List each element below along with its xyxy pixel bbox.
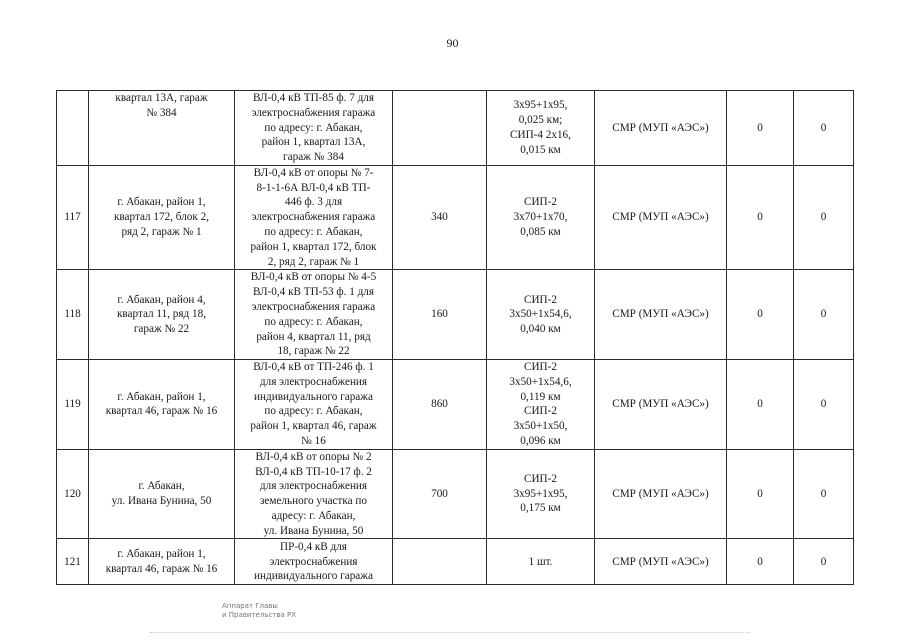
- row-work-type: СМР (МУП «АЭС»): [595, 449, 727, 539]
- row-length: [393, 539, 487, 585]
- row-work-type: СМР (МУП «АЭС»): [595, 270, 727, 360]
- row-cable: СИП-2 3х95+1х95, 0,175 км: [487, 449, 595, 539]
- row-number: 118: [57, 270, 89, 360]
- row-address: г. Абакан, ул. Ивана Бунина, 50: [89, 449, 235, 539]
- row-value-2: 0: [794, 91, 854, 166]
- row-object: ВЛ-0,4 кВ ТП-85 ф. 7 для электроснабжения гаража по адресу: г. Абакан, район 1, квартал 13А, гараж № 384: [235, 91, 393, 166]
- row-value-2: 0: [794, 449, 854, 539]
- table-row: [57, 91, 854, 166]
- stamp-line-1: Аппарат Главы: [222, 602, 278, 610]
- row-work-type: СМР (МУП «АЭС»): [595, 539, 727, 585]
- row-work-type: СМР (МУП «АЭС»): [595, 360, 727, 450]
- row-object: ВЛ-0,4 кВ от опоры № 7- 8-1-1-6А ВЛ-0,4 кВ ТП- 446 ф. 3 для электроснабжения гаража по адресу: г. Абакан, район 1, квартал 172, блок 2, ряд 2, гараж № 1: [235, 165, 393, 269]
- page-number: 90: [446, 36, 459, 50]
- row-value-2: 0: [794, 270, 854, 360]
- row-address: г. Абакан, район 4, квартал 11, ряд 18, гараж № 22: [89, 270, 235, 360]
- row-length: 340: [393, 165, 487, 269]
- row-address: квартал 13А, гараж № 384: [89, 91, 235, 166]
- row-cable: СИП-2 3х50+1х54,6, 0,119 км СИП-2 3х50+1х50, 0,096 км: [487, 360, 595, 450]
- row-cable: 3х95+1х95, 0,025 км; СИП-4 2х16, 0,015 км: [487, 91, 595, 166]
- row-number: [57, 91, 89, 166]
- row-value-1: 0: [727, 165, 794, 269]
- row-address: г. Абакан, район 1, квартал 46, гараж № 16: [89, 360, 235, 450]
- scan-edge-artifact: [150, 632, 750, 635]
- row-length: 700: [393, 449, 487, 539]
- table-row: [57, 270, 854, 360]
- row-value-1: 0: [727, 270, 794, 360]
- row-address: г. Абакан, район 1, квартал 172, блок 2, ряд 2, гараж № 1: [89, 165, 235, 269]
- row-cable: СИП-2 3х50+1х54,6, 0,040 км: [487, 270, 595, 360]
- table-row: [57, 449, 854, 539]
- objects-table: [56, 90, 854, 585]
- row-cable: 1 шт.: [487, 539, 595, 585]
- row-value-1: 0: [727, 360, 794, 450]
- row-value-2: 0: [794, 165, 854, 269]
- row-work-type: СМР (МУП «АЭС»): [595, 91, 727, 166]
- row-number: 119: [57, 360, 89, 450]
- row-number: 117: [57, 165, 89, 269]
- row-value-2: 0: [794, 360, 854, 450]
- row-value-1: 0: [727, 91, 794, 166]
- row-length: [393, 91, 487, 166]
- row-object: ВЛ-0,4 кВ от опоры № 2 ВЛ-0,4 кВ ТП-10-17 ф. 2 для электроснабжения земельного участка по адресу: г. Абакан, ул. Ивана Бунина, 50: [235, 449, 393, 539]
- row-work-type: СМР (МУП «АЭС»): [595, 165, 727, 269]
- row-length: 860: [393, 360, 487, 450]
- row-length: 160: [393, 270, 487, 360]
- office-stamp: [222, 602, 296, 620]
- row-object: ПР-0,4 кВ для электроснабжения индивидуального гаража: [235, 539, 393, 585]
- row-address: г. Абакан, район 1, квартал 46, гараж № 16: [89, 539, 235, 585]
- stamp-line-2: и Правительства РХ: [222, 611, 297, 620]
- table-row: [57, 360, 854, 450]
- table-row: [57, 539, 854, 585]
- row-object: ВЛ-0,4 кВ от ТП-246 ф. 1 для электроснабжения индивидуального гаража по адресу: г. Абакан, район 1, квартал 46, гараж № 16: [235, 360, 393, 450]
- table-row: [57, 165, 854, 269]
- row-cable: СИП-2 3х70+1х70, 0,085 км: [487, 165, 595, 269]
- row-value-1: 0: [727, 539, 794, 585]
- row-value-2: 0: [794, 539, 854, 585]
- row-object: ВЛ-0,4 кВ от опоры № 4-5 ВЛ-0,4 кВ ТП-53 ф. 1 для электроснабжения гаража по адресу: г. Абакан, район 4, квартал 11, ряд 18, гараж № 22: [235, 270, 393, 360]
- row-number: 121: [57, 539, 89, 585]
- row-number: 120: [57, 449, 89, 539]
- row-value-1: 0: [727, 449, 794, 539]
